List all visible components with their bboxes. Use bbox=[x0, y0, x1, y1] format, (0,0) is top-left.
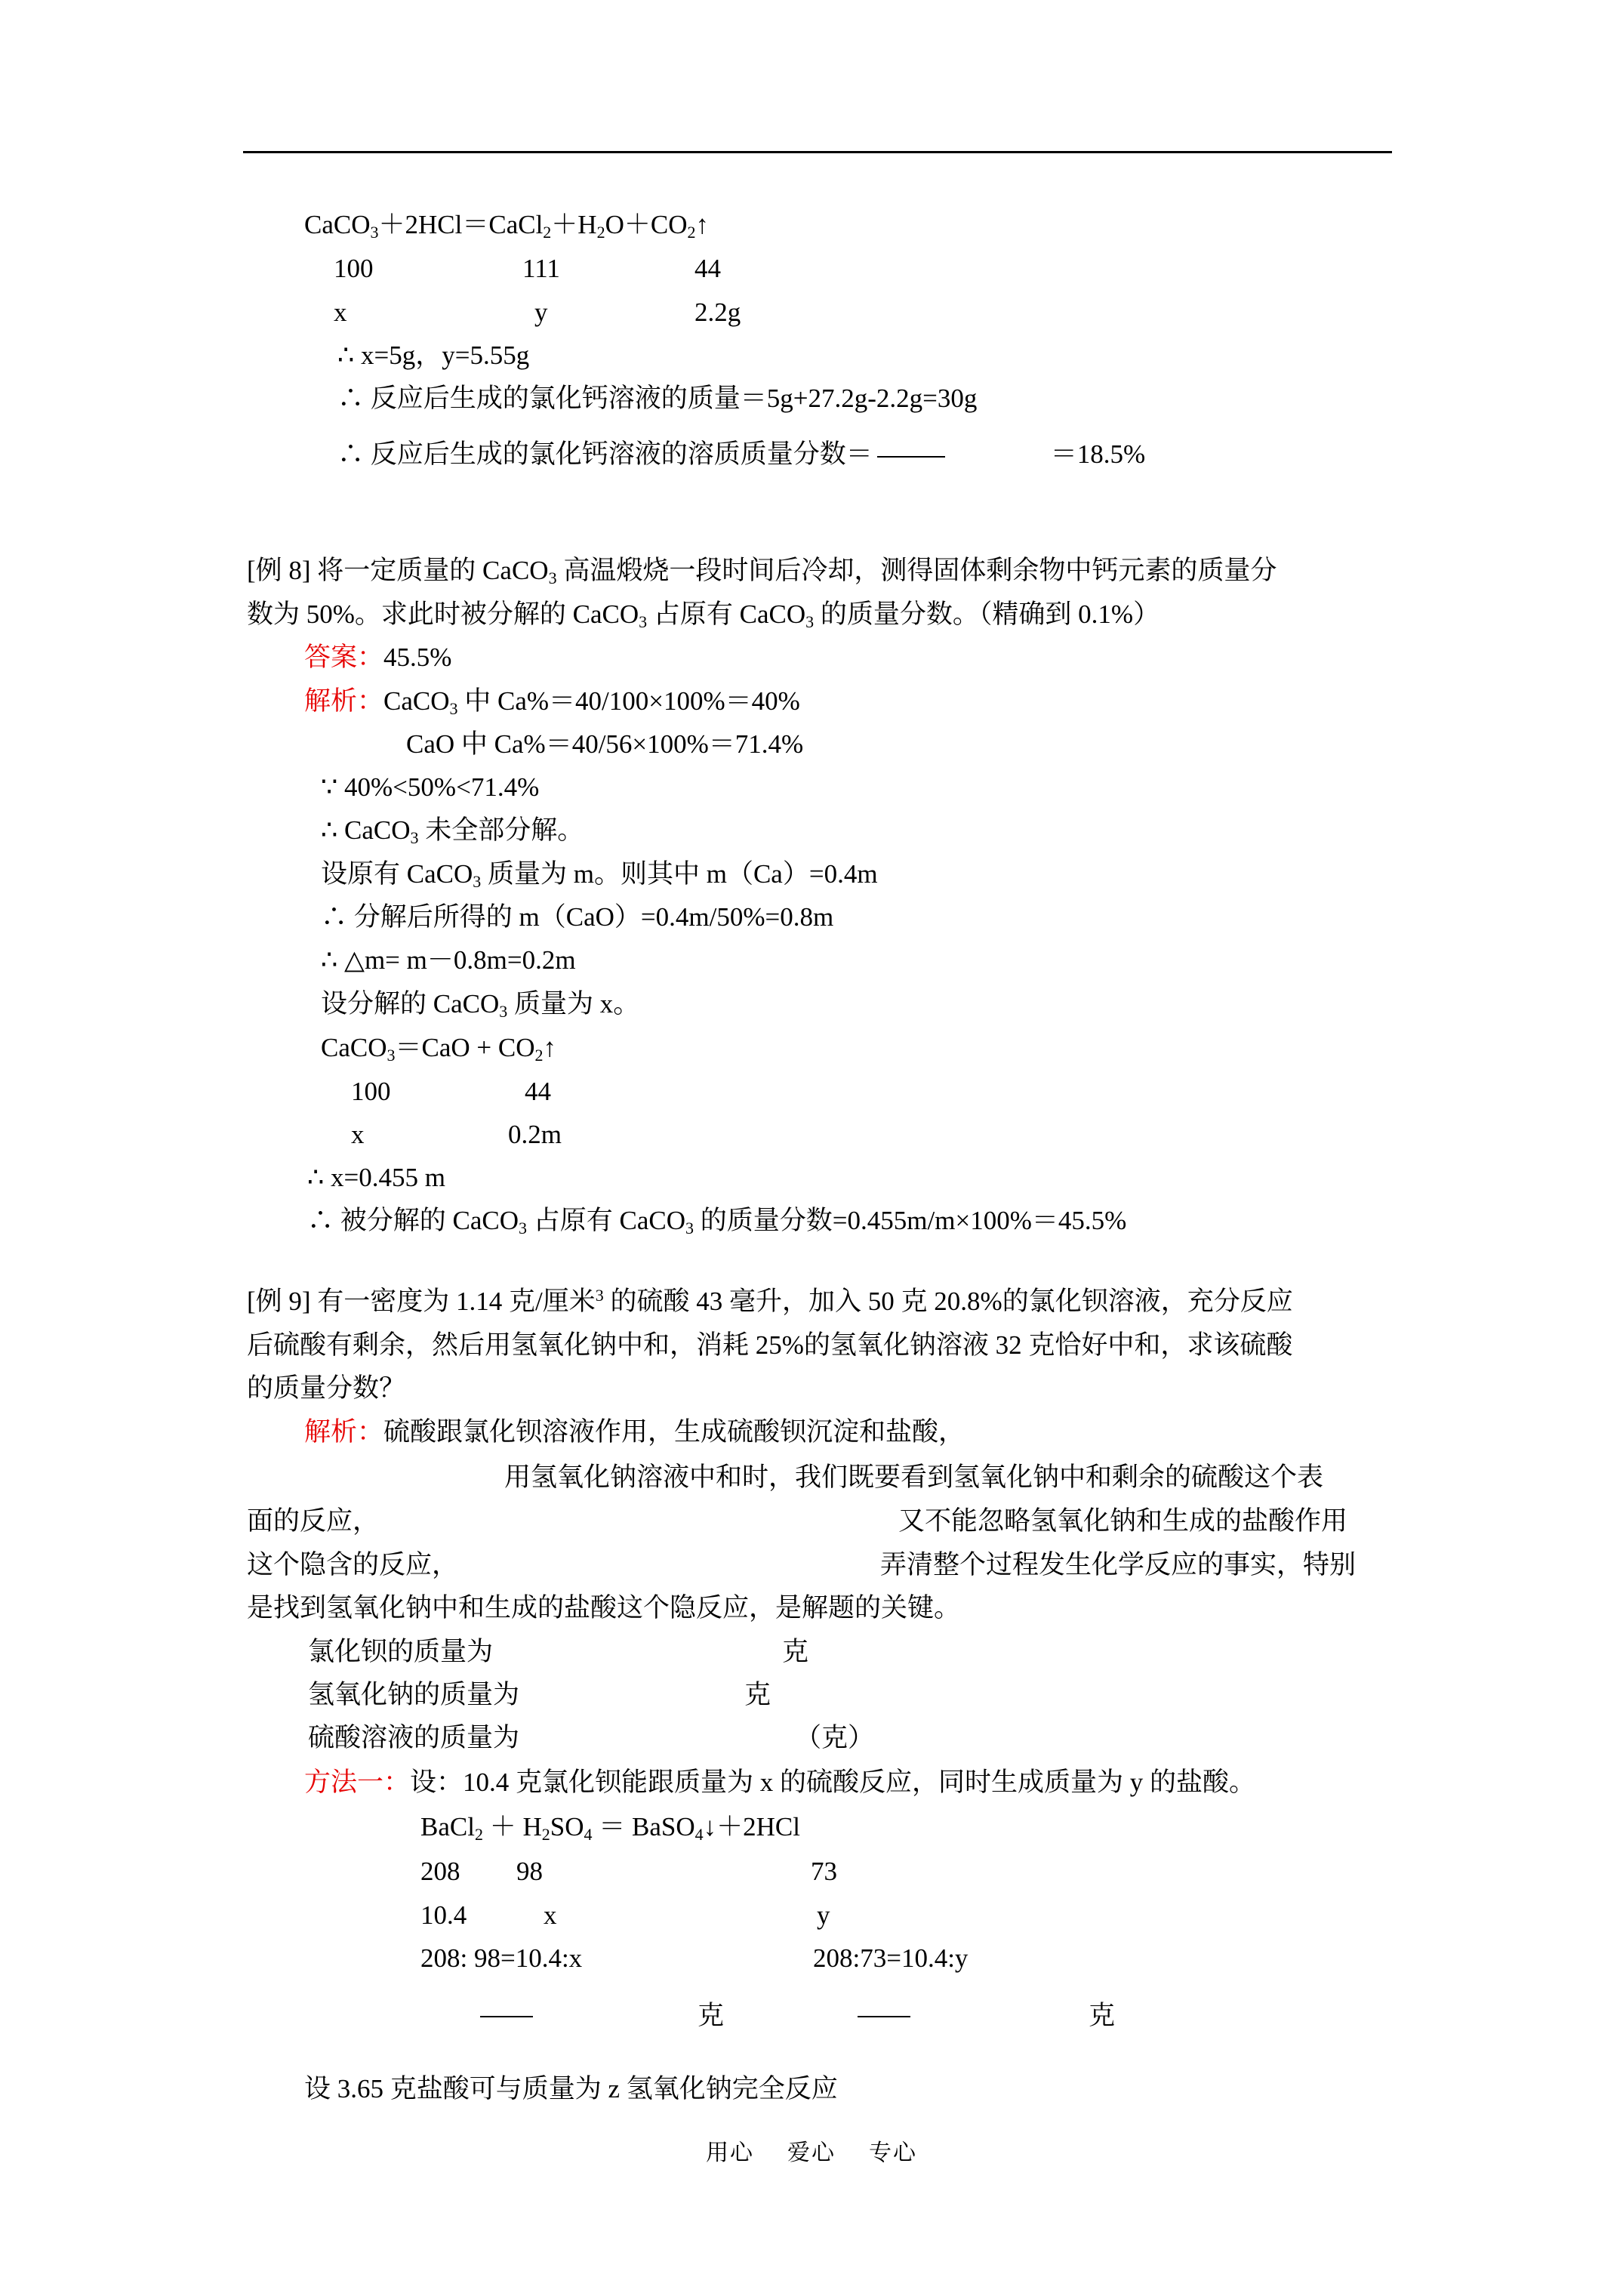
proportion-line: 208:73=10.4:y bbox=[813, 1943, 969, 1973]
mass-line: 氯化钡的质量为 bbox=[308, 1637, 494, 1666]
ratio-value: x bbox=[334, 297, 347, 327]
mass-unit: 克 bbox=[744, 1680, 771, 1709]
footer-word: 专心 bbox=[869, 2140, 917, 2165]
mass-line: 硫酸溶液的质量为 bbox=[308, 1723, 520, 1752]
ratio-value: 2.2g bbox=[694, 297, 741, 327]
example-9-line-3: 的质量分数？ bbox=[247, 1373, 406, 1403]
result-line: ∴ 反应后生成的氯化钙溶液的溶质质量分数＝ ＝18.5% bbox=[337, 439, 1146, 469]
result-line: ∴ 反应后生成的氯化钙溶液的质量＝5g+27.2g-2.2g=30g bbox=[337, 384, 978, 413]
ratio-value: 100 bbox=[334, 254, 374, 283]
example-8-line-2: 数为 50%。求此时被分解的 CaCO$_3$ 占原有 CaCO$_3$ 的质量分数。（精确到 0.1%） bbox=[247, 599, 1160, 631]
ratio-value: x bbox=[544, 1900, 557, 1930]
proportion-line: 208: 98=10.4:x bbox=[420, 1943, 583, 1973]
ratio-value: x bbox=[351, 1120, 365, 1149]
answer-line: 答案：45.5% bbox=[304, 643, 452, 672]
analysis-line: 面的反应， bbox=[247, 1506, 380, 1536]
analysis-line: 这个隐含的反应， bbox=[247, 1550, 459, 1579]
fraction-bar bbox=[480, 2016, 533, 2017]
ratio-value: 100 bbox=[351, 1077, 391, 1106]
analysis-line: ∴ 分解后所得的 m（CaO）=0.4m/50%=0.8m bbox=[321, 902, 834, 932]
ratio-value: 44 bbox=[694, 254, 721, 283]
ratio-value: 10.4 bbox=[420, 1900, 467, 1930]
result-line: ∴ x=5g，y=5.55g bbox=[337, 341, 530, 370]
ratio-value: 44 bbox=[525, 1077, 551, 1106]
analysis-line: 设分解的 CaCO$_3$ 质量为 x。 bbox=[321, 989, 640, 1021]
analysis-line: 设原有 CaCO$_3$ 质量为 m。则其中 m（Ca）=0.4m bbox=[321, 859, 878, 891]
equation-bacl2-h2so4: BaCl$_2$ ＋ $H_2SO_4$ ＝ BaSO$_4$↓＋2HCl bbox=[420, 1812, 800, 1844]
mass-unit: （克） bbox=[795, 1723, 875, 1752]
analysis-line: ∴ x=0.455 m bbox=[307, 1163, 445, 1192]
page-footer bbox=[0, 2134, 1623, 2167]
footer-word: 用心 bbox=[706, 2140, 754, 2165]
fraction-bar bbox=[858, 2016, 910, 2017]
mass-unit: 克 bbox=[698, 2001, 725, 2030]
ratio-value: 208 bbox=[420, 1857, 460, 1886]
example-9-line-1: [例 9] 有一密度为 1.14 克/厘米$^3$ 的硫酸 43 毫升，加入 50 克 20.8%的氯化钡溶液，充分反应 bbox=[247, 1286, 1293, 1316]
ratio-value: y bbox=[817, 1900, 830, 1930]
method-line: 方法一：设：10.4 克氯化钡能跟质量为 x 的硫酸反应，同时生成质量为 y 的盐酸。 bbox=[304, 1767, 1256, 1797]
ratio-value: 98 bbox=[516, 1857, 543, 1886]
analysis-line: ∴ 被分解的 CaCO$_3$ 占原有 CaCO$_3$ 的质量分数=0.455m/m×100%＝45.5% bbox=[307, 1206, 1127, 1237]
analysis-line: ∵ 40%<50%<71.4% bbox=[321, 772, 540, 802]
equation-caco3-hcl: $CaCO_3+2HCl=CaCl_2+H_2O+CO_2↑$ bbox=[304, 210, 709, 242]
analysis-line: ∴ CaCO$_3$ 未全部分解。 bbox=[321, 815, 584, 847]
mass-unit: 克 bbox=[1089, 2001, 1116, 2030]
example-9-line-2: 后硫酸有剩余，然后用氢氧化钠中和，消耗 25%的氢氧化钠溶液 32 克恰好中和，求该硫酸 bbox=[247, 1330, 1293, 1360]
footer-word: 爱心 bbox=[787, 2140, 836, 2165]
analysis-line: 弄清整个过程发生化学反应的事实，特别 bbox=[880, 1550, 1357, 1579]
ratio-value: 111 bbox=[522, 254, 560, 283]
analysis-line: 设 3.65 克盐酸可与质量为 z 氢氧化钠完全反应 bbox=[304, 2074, 838, 2103]
equation-caco3-decomposition: CaCO$_3$＝CaO + $CO_2↑$ bbox=[321, 1033, 557, 1065]
analysis-line: 是找到氢氧化钠中和生成的盐酸这个隐反应，是解题的关键。 bbox=[247, 1593, 961, 1623]
analysis-line: ∴ △m= m－0.8m=0.2m bbox=[321, 945, 576, 975]
ratio-value: 73 bbox=[811, 1857, 837, 1886]
example-8-line-1: [例 8] 将一定质量的 CaCO$_3$ 高温煅烧一段时间后冷却，测得固体剩余物中钙元素的质量分 bbox=[247, 556, 1277, 587]
mass-unit: 克 bbox=[782, 1637, 809, 1666]
analysis-line: 用氢氧化钠溶液中和时，我们既要看到氢氧化钠中和剩余的硫酸这个表 bbox=[504, 1462, 1324, 1492]
mass-line: 氢氧化钠的质量为 bbox=[308, 1680, 520, 1709]
fraction-bar bbox=[877, 456, 945, 458]
analysis-line: 解析：硫酸跟氯化钡溶液作用，生成硫酸钡沉淀和盐酸， bbox=[304, 1417, 965, 1447]
analysis-line: 解析：CaCO$_3$ 中 Ca%＝40/100×100%＝40% bbox=[304, 686, 800, 718]
analysis-line: 又不能忽略氢氧化钠和生成的盐酸作用 bbox=[898, 1506, 1348, 1536]
ratio-value: 0.2m bbox=[508, 1120, 562, 1149]
ratio-value: y bbox=[534, 297, 548, 327]
analysis-line: CaO 中 Ca%＝40/56×100%＝71.4% bbox=[406, 729, 804, 759]
header-rule bbox=[243, 151, 1392, 153]
